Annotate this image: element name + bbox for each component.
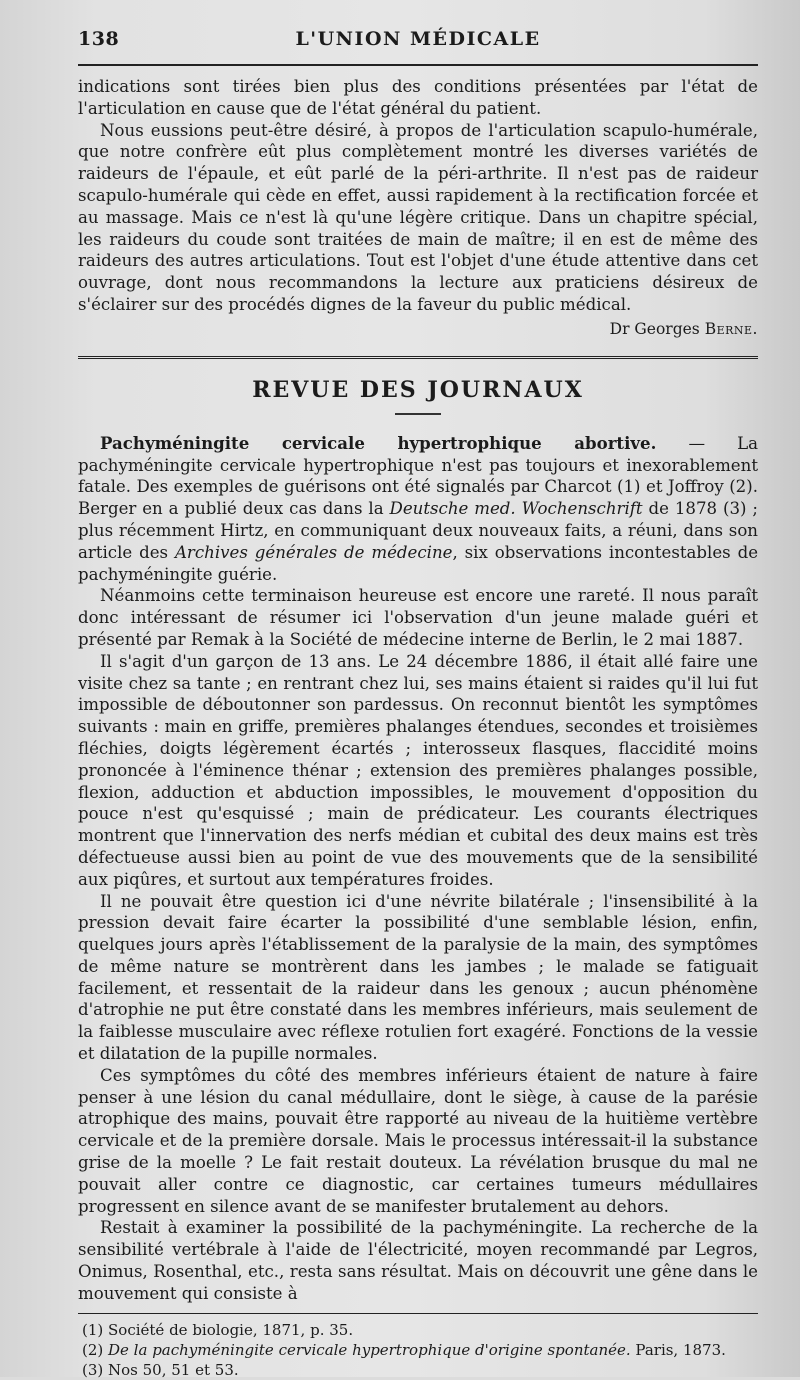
page-header [78, 22, 758, 56]
paragraph: Il s'agit d'un garçon de 13 ans. Le 24 décembre 1886, il était allé faire une visite chez sa tante ; en rentrant chez lui, ses mains étaient si raides qu'il lui fut impossible de déboutonner son pardessus. On reconnut bientôt les symptômes suivants : main en griffe, premières phalanges étendues, secondes et troisièmes fléchies, doigts légèrement écartés ; interosseux flasques, flaccidité moins prononcée à l'éminence thénar ; extension des premières phalanges possible, flexion, adduction et abduction impossibles, le mouvement d'opposition du pouce n'est qu'esquissé ; main de prédicateur. Les courants électriques montrent que l'innervation des nerfs médian et cubital des deux mains est très défectueuse aussi bien au point de vue des mouvements que de la sensibilité aux piqûres, et surtout aux températures froides. [78, 651, 758, 889]
paragraph: Restait à examiner la possibilité de la pachyméningite. La recherche de la sensibilité vertébrale à l'aide de l'électricité, moyen recommandé par Legros, Onimus, Rosenthal, etc., resta sans résultat. Mais on découvrit une gêne dans le mouvement qui consiste à [78, 1218, 758, 1303]
paragraph: indications sont tirées bien plus des conditions présentées par l'état de l'articulation en cause que de l'état général du patient. [78, 77, 758, 118]
article-title: Pachyméningite cervicale hypertrophique abortive. [100, 432, 657, 453]
paragraph: Néanmoins cette terminaison heureuse est encore une rareté. Il nous paraît donc intéressant de résumer ici l'observation d'un jeune malade guéri et présenté par Remak à la Société de médecine interne de Berlin, le 2 mai 1887. [78, 586, 758, 649]
section-title: REVUE DES JOURNAUX [252, 376, 584, 403]
title-underline [395, 413, 441, 415]
signature-prefix: Dr Georges [609, 319, 700, 338]
paragraph: Pachyméningite cervicale hypertrophique abortive. — La pachyméningite cervicale hypertrophique n'est pas toujours et inexorablement fatale. Des exemples de guérisons ont été signalés par Charcot (1) et Joffroy (2). Berger en a publié deux cas dans la Deutsche med. Wochenschrift de 1878 (3) ; plus récemment Hirtz, en communiquant deux nouveaux faits, a réuni, dans son article des Archives générales de médecine, six observations incontestables de pachyméningite guérie. [78, 432, 759, 584]
footnote: (3) Nos 50, 51 et 53. [82, 1360, 239, 1379]
footnote: (1) Société de biologie, 1871, p. 35. [82, 1320, 354, 1339]
signature-name: Berne. [704, 319, 758, 338]
paragraph: Il ne pouvait être question ici d'une névrite bilatérale ; l'insensibilité à la pression devait faire écarter la possibilité d'une semblable lésion, enfin, quelques jours après l'établissement de la paralysie de la main, des symptômes de même nature se montrèrent dans les jambes ; le malade se fatiguait facilement, et ressentait de la raideur dans les genoux ; aucun phénomène d'atrophie ne put être constaté dans les membres inférieurs, mais seulement de la faiblesse musculaire avec réflexe rotulien fort exagéré. Fonctions de la vessie et dilatation de la pupille normales. [78, 891, 758, 1064]
footnote: (2) De la pachyméningite cervicale hypertrophique d'origine spontanée. Paris, 1873. [82, 1340, 726, 1359]
paragraph: Ces symptômes du côté des membres inférieurs étaient de nature à faire penser à une lésion du canal médullaire, dont le siège, à cause de la parésie atrophique des mains, pouvait être rapporté au niveau de la huitième vertèbre cervicale et de la première dorsale. Mais le processus intéressait-il la substance grise de la moelle ? Le fait restait douteux. La révélation brusque du mal ne pouvait aller contre ce diagnostic, car certaines tumeurs médullaires progressent en silence avant de se manifester brutalement au dehors. [78, 1065, 758, 1216]
page-number: 138 [78, 28, 120, 50]
footnote-rule [78, 1313, 758, 1314]
footnotes [78, 1320, 758, 1380]
paragraph: Nous eussions peut-être désiré, à propos de l'articulation scapulo-humérale, que notre confrère eût plus complètement montré les diverses variétés de raideurs de l'épaule, et eût parlé de la péri-arthrite. Il n'est pas de raideur scapulo-humérale qui cède en effet, aussi rapidement à la rectification forcée et au massage. Mais ce n'est là qu'une légère critique. Dans un chapitre spécial, les raideurs du coude sont traitées de main de maître; il en est de même des raideurs des autres articulations. Tout est l'objet d'une étude attentive dans cet ouvrage, dont nous recommandons la lecture aux praticiens désireux de s'éclairer sur des procédés dignes de la faveur du public médical. [78, 120, 758, 314]
running-title: L'UNION MÉDICALE [295, 28, 541, 50]
journal-title: Deutsche med. Wochenschrift [389, 499, 643, 519]
header-rule [78, 64, 758, 66]
article-body [78, 433, 758, 1305]
previous-article [78, 76, 758, 338]
journal-title: Archives générales de médecine [174, 542, 453, 562]
signature [78, 320, 758, 338]
section-divider [78, 356, 758, 359]
